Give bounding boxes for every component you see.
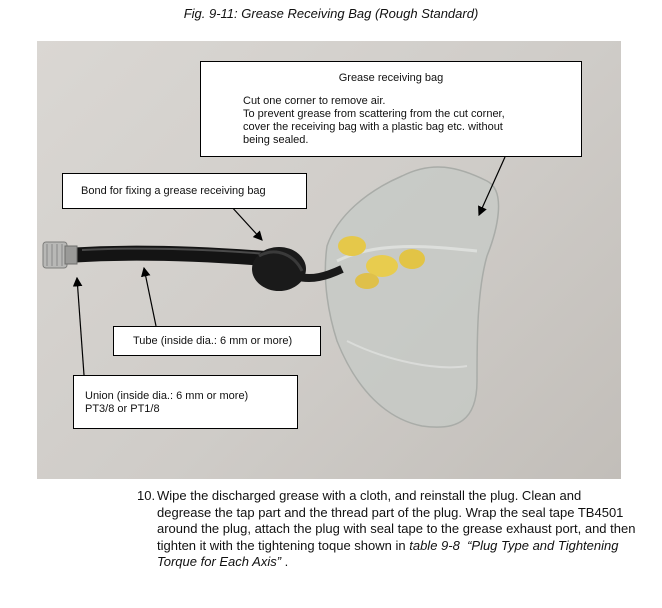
bag-leader [479, 157, 505, 215]
step-body [157, 488, 637, 571]
step-number: 10. [137, 488, 156, 503]
callout-bag-title: Grease receiving bag [338, 72, 444, 84]
callout-bag-line: Cut one corner to remove air. [243, 95, 386, 107]
step-text-end: . [281, 554, 289, 569]
callout-grease-receiving-bag [200, 61, 582, 157]
callout-union [73, 375, 298, 429]
callout-union-line2: PT3/8 or PT1/8 [85, 403, 160, 415]
table-title-reference: “Plug Type and Tightening Torque for Each Axis” [157, 537, 619, 569]
callout-union-line1: Union (inside dia.: 6 mm or more) [85, 390, 249, 402]
callout-bag-line: cover the receiving bag with a plastic bag etc. without [243, 121, 503, 133]
figure-caption: Fig. 9-11: Grease Receiving Bag (Rough Standard) [183, 6, 479, 21]
union-leader [77, 278, 84, 375]
tube-leader [144, 268, 156, 326]
callout-bag-line: being sealed. [243, 134, 309, 146]
callout-bag-line: To prevent grease from scattering from the cut corner, [243, 108, 505, 120]
callout-tube [113, 326, 321, 356]
table-reference-link[interactable]: table 9-8 [409, 537, 460, 553]
callout-tube-label: Tube (inside dia.: 6 mm or more) [133, 335, 293, 347]
step-10 [137, 488, 637, 571]
step-text: Wipe the discharged grease with a cloth, and reinstall the plug. Clean and degrease the tap part and the thread part of the plug. Wrap the seal tape TB4501 around the plug, attach the plug with seal tape to the grease exhaust port, and then tighten it with the tightening toque shown in [157, 488, 636, 553]
callout-bond [62, 173, 307, 209]
callout-bond-label: Bond for fixing a grease receiving bag [81, 185, 266, 197]
bond-leader [230, 205, 262, 240]
